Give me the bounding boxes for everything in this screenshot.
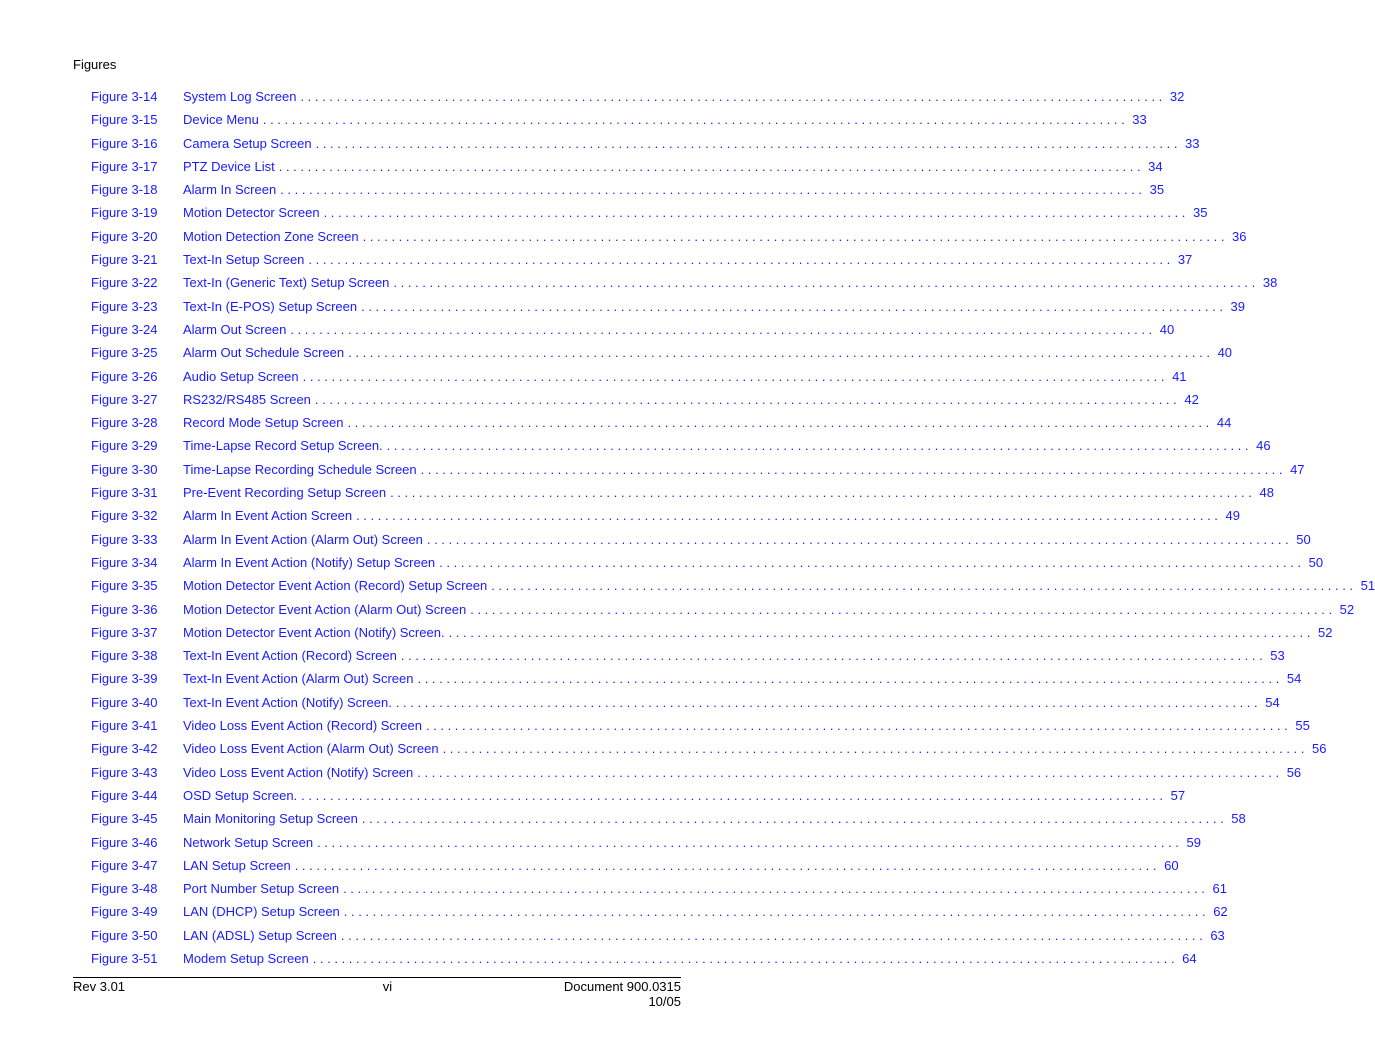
figure-page-number: 57 [1170, 787, 1186, 803]
figure-entry[interactable] [91, 485, 1274, 508]
dot-leader: ........................................................................................................................ [278, 158, 1145, 174]
figure-number: Figure 3-38 [91, 648, 158, 664]
figure-page-number: 63 [1210, 927, 1225, 943]
dot-leader: ........................................................................................................................ [439, 554, 1305, 570]
dot-leader: ........................................................................................................................ [448, 624, 1314, 640]
figure-entry[interactable] [91, 904, 1228, 927]
figure-page-number: 64 [1182, 950, 1197, 966]
figure-title: Motion Detector Event Action (Notify) Screen. [183, 624, 445, 640]
dot-leader: ........................................................................................................................ [262, 112, 1129, 128]
figure-number: Figure 3-46 [91, 834, 158, 850]
dot-leader: ........................................................................................................................ [300, 89, 1166, 104]
figure-number: Figure 3-44 [91, 787, 158, 803]
dot-leader: ........................................................................................................................ [442, 741, 1308, 757]
figure-page-number: 49 [1225, 508, 1240, 524]
figure-page-number: 50 [1308, 554, 1324, 570]
dot-leader: ........................................................................................................................ [347, 415, 1213, 431]
dot-leader: ........................................................................................................................ [290, 321, 1156, 337]
figure-entry[interactable] [91, 881, 1227, 904]
figure-title: Port Number Setup Screen [183, 881, 340, 897]
figure-title: RS232/RS485 Screen [183, 391, 311, 407]
figure-title: Alarm In Screen [183, 182, 277, 198]
figure-entry[interactable] [91, 205, 1208, 228]
figure-number: Figure 3-37 [91, 624, 158, 640]
dot-leader: ........................................................................................................................ [390, 485, 1256, 501]
figure-number: Figure 3-34 [91, 554, 158, 570]
figure-number: Figure 3-31 [91, 485, 158, 501]
figure-number: Figure 3-21 [91, 252, 158, 268]
dot-leader: ........................................................................................................................ [317, 834, 1183, 850]
figure-number: Figure 3-43 [91, 764, 158, 780]
figure-entry[interactable] [91, 275, 1278, 298]
figure-title: LAN (ADSL) Setup Screen [183, 927, 337, 943]
figure-page-number: 35 [1193, 205, 1208, 221]
figure-entry[interactable] [91, 857, 1179, 881]
dot-leader: ........................................................................................................................ [301, 787, 1167, 803]
dot-leader: ........................................................................................................................ [425, 718, 1292, 734]
figure-title: Text-In Event Action (Alarm Out) Screen [183, 671, 414, 687]
figure-page-number: 40 [1217, 345, 1233, 361]
figure-title: Alarm In Event Action (Notify) Setup Screen [183, 554, 436, 570]
figure-number: Figure 3-42 [91, 741, 158, 757]
dot-leader: ........................................................................................................................ [362, 228, 1229, 244]
figure-entry[interactable] [91, 694, 1280, 718]
dot-leader: ........................................................................................................................ [393, 275, 1259, 291]
dot-leader: ........................................................................................................................ [491, 578, 1357, 594]
figure-title: Network Setup Screen [183, 834, 314, 850]
figure-page-number: 54 [1265, 694, 1280, 710]
figure-number: Figure 3-39 [91, 671, 158, 687]
figure-title: Alarm Out Schedule Screen [183, 345, 345, 361]
figure-entry[interactable] [91, 252, 1193, 275]
figure-entry[interactable] [91, 834, 1201, 858]
figure-title: Pre-Event Recording Setup Screen [183, 485, 387, 501]
figure-page-number: 56 [1311, 741, 1327, 757]
dot-leader: ........................................................................................................................ [323, 205, 1189, 221]
dot-leader: ........................................................................................................................ [361, 298, 1227, 314]
figure-entry[interactable] [91, 321, 1175, 345]
dot-leader: ........................................................................................................................ [314, 391, 1181, 407]
figure-title: Video Loss Event Action (Alarm Out) Screen [183, 741, 439, 757]
figure-entry[interactable] [91, 601, 1355, 625]
footer-revision: Rev 3.01 [73, 979, 126, 994]
figure-entry[interactable] [91, 391, 1199, 415]
footer-divider [73, 977, 681, 978]
dot-leader: ........................................................................................................................ [340, 927, 1207, 943]
figure-number: Figure 3-49 [91, 904, 158, 920]
figure-entry[interactable] [91, 298, 1246, 322]
dot-leader: ........................................................................................................................ [356, 508, 1222, 524]
figure-title: LAN Setup Screen [183, 857, 291, 873]
footer-date: 10/05 [648, 994, 681, 1009]
figure-number: Figure 3-19 [91, 205, 158, 221]
figure-title: Time-Lapse Record Setup Screen. [183, 438, 383, 454]
figure-title: Text-In Event Action (Record) Screen [183, 648, 397, 664]
figure-page-number: 62 [1213, 904, 1228, 920]
figure-page-number: 54 [1286, 671, 1302, 687]
figure-page-number: 56 [1286, 764, 1302, 780]
figure-number: Figure 3-41 [91, 718, 158, 734]
section-title: Figures [73, 57, 117, 72]
figure-number: Figure 3-18 [91, 182, 158, 198]
figure-page-number: 50 [1296, 531, 1311, 547]
figure-number: Figure 3-45 [91, 811, 158, 827]
figure-entry[interactable] [91, 927, 1225, 951]
figure-entry[interactable] [91, 578, 1375, 601]
figure-title: Camera Setup Screen [183, 135, 312, 151]
figure-entry[interactable] [91, 112, 1147, 135]
figure-number: Figure 3-20 [91, 228, 158, 244]
figure-title: Motion Detection Zone Screen [183, 228, 359, 244]
figure-title: Main Monitoring Setup Screen [183, 811, 358, 827]
figure-entry[interactable] [91, 182, 1165, 205]
figure-page-number: 35 [1149, 182, 1165, 198]
figure-entry[interactable] [91, 135, 1200, 159]
figure-title: Record Mode Setup Screen [183, 415, 344, 431]
dot-leader: ........................................................................................................................ [312, 950, 1179, 966]
figure-page-number: 47 [1290, 461, 1305, 477]
dot-leader: ........................................................................................................................ [395, 694, 1262, 710]
figure-entry[interactable] [91, 671, 1302, 694]
figure-page-number: 33 [1185, 135, 1200, 151]
dot-leader: ........................................................................................................................ [470, 601, 1336, 617]
figure-number: Figure 3-33 [91, 531, 158, 547]
figure-entry[interactable] [91, 764, 1302, 788]
figure-page-number: 48 [1259, 485, 1274, 501]
figure-page-number: 46 [1256, 438, 1271, 454]
figure-number: Figure 3-22 [91, 275, 158, 291]
figure-number: Figure 3-35 [91, 578, 158, 594]
figure-title: Alarm In Event Action Screen [183, 508, 353, 524]
figure-entry[interactable] [91, 787, 1186, 811]
figure-page-number: 38 [1262, 275, 1278, 291]
dot-leader: ........................................................................................................................ [308, 252, 1174, 268]
figure-entry[interactable] [91, 531, 1311, 555]
figure-title: System Log Screen [183, 89, 297, 104]
figure-entry[interactable] [91, 228, 1247, 252]
figure-page-number: 39 [1230, 298, 1246, 314]
dot-leader: ........................................................................................................................ [302, 368, 1169, 384]
footer-page-number: vi [382, 979, 393, 994]
figure-page-number: 32 [1169, 89, 1185, 104]
dot-leader: ........................................................................................................................ [361, 811, 1228, 827]
figure-title: Audio Setup Screen [183, 368, 299, 384]
figure-entry[interactable] [91, 508, 1240, 531]
figure-title: PTZ Device List [183, 158, 275, 174]
figure-entry[interactable] [91, 811, 1246, 834]
footer-document-info [564, 979, 681, 1009]
figure-page-number: 59 [1186, 834, 1201, 850]
dot-leader: ........................................................................................................................ [294, 857, 1161, 873]
figure-title: OSD Setup Screen. [183, 787, 298, 803]
figure-title: Motion Detector Screen [183, 205, 320, 221]
figure-title: Alarm In Event Action (Alarm Out) Screen [183, 531, 423, 547]
figure-entry[interactable] [91, 368, 1187, 392]
figure-entry[interactable] [91, 554, 1324, 578]
figure-page-number: 61 [1212, 881, 1227, 897]
figure-title: Alarm Out Screen [183, 321, 287, 337]
dot-leader: ........................................................................................................................ [426, 531, 1293, 547]
figure-title: Device Menu [183, 112, 259, 128]
figure-entry[interactable] [91, 345, 1233, 368]
figure-entry[interactable] [91, 741, 1327, 764]
figure-page-number: 44 [1216, 415, 1232, 431]
figure-page-number: 52 [1317, 624, 1333, 640]
figure-title: Time-Lapse Recording Schedule Screen [183, 461, 417, 477]
figure-number: Figure 3-29 [91, 438, 158, 454]
figure-page-number: 36 [1232, 228, 1247, 244]
dot-leader: ........................................................................................................................ [280, 182, 1146, 198]
figure-page-number: 55 [1295, 718, 1310, 734]
figure-number: Figure 3-25 [91, 345, 158, 361]
dot-leader: ........................................................................................................................ [315, 135, 1182, 151]
figure-number: Figure 3-23 [91, 298, 158, 314]
dot-leader: ........................................................................................................................ [420, 461, 1287, 477]
footer-document-number: Document 900.0315 [563, 979, 681, 994]
figure-entry[interactable] [91, 461, 1305, 485]
figure-page-number: 37 [1177, 252, 1193, 268]
figure-page-number: 40 [1159, 321, 1175, 337]
figure-page-number: 60 [1164, 857, 1179, 873]
figure-entry[interactable] [91, 718, 1310, 741]
figure-page-number: 52 [1339, 601, 1355, 617]
figure-number: Figure 3-51 [91, 950, 158, 966]
figure-number: Figure 3-15 [91, 112, 158, 128]
figure-number: Figure 3-40 [91, 694, 158, 710]
figure-title: Text-In Setup Screen [183, 252, 305, 268]
figure-page-number: 58 [1231, 811, 1246, 827]
figure-number: Figure 3-48 [91, 881, 158, 897]
figure-page-number: 53 [1270, 648, 1285, 664]
figure-title: Motion Detector Event Action (Record) Setup Screen [183, 578, 488, 594]
figure-page-number: 34 [1148, 158, 1163, 174]
figure-entry[interactable] [91, 415, 1232, 438]
figure-title: Video Loss Event Action (Record) Screen [183, 718, 422, 734]
figure-entry[interactable] [91, 438, 1271, 461]
figure-number: Figure 3-14 [91, 89, 158, 104]
dot-leader: ........................................................................................................................ [343, 881, 1209, 897]
dot-leader: ........................................................................................................................ [400, 648, 1267, 664]
list-of-figures [91, 89, 1375, 974]
figure-entry[interactable] [91, 89, 1185, 112]
figure-page-number: 33 [1132, 112, 1147, 128]
figure-title: LAN (DHCP) Setup Screen [183, 904, 340, 920]
figure-number: Figure 3-16 [91, 135, 158, 151]
figure-entry[interactable] [91, 950, 1197, 974]
figure-number: Figure 3-47 [91, 857, 158, 873]
figure-title: Text-In (Generic Text) Setup Screen [183, 275, 390, 291]
dot-leader: ........................................................................................................................ [417, 671, 1283, 687]
figure-title: Modem Setup Screen [183, 950, 309, 966]
figure-entry[interactable] [91, 158, 1163, 182]
figure-number: Figure 3-26 [91, 368, 158, 384]
figure-entry[interactable] [91, 648, 1285, 671]
figure-page-number: 51 [1360, 578, 1375, 594]
figure-title: Video Loss Event Action (Notify) Screen [183, 764, 414, 780]
dot-leader: ........................................................................................................................ [343, 904, 1210, 920]
dot-leader: ........................................................................................................................ [348, 345, 1214, 361]
figure-title: Text-In (E-POS) Setup Screen [183, 298, 358, 314]
figure-number: Figure 3-50 [91, 927, 158, 943]
figure-number: Figure 3-24 [91, 321, 158, 337]
figure-page-number: 42 [1184, 391, 1199, 407]
figure-number: Figure 3-17 [91, 158, 158, 174]
figure-title: Motion Detector Event Action (Alarm Out) Screen [183, 601, 467, 617]
figure-entry[interactable] [91, 624, 1333, 648]
figure-title: Text-In Event Action (Notify) Screen. [183, 694, 392, 710]
figure-number: Figure 3-36 [91, 601, 158, 617]
figure-number: Figure 3-27 [91, 391, 158, 407]
dot-leader: ........................................................................................................................ [386, 438, 1253, 454]
figure-page-number: 41 [1172, 368, 1187, 384]
dot-leader: ........................................................................................................................ [417, 764, 1283, 780]
figure-number: Figure 3-28 [91, 415, 158, 431]
figure-number: Figure 3-32 [91, 508, 158, 524]
figure-number: Figure 3-30 [91, 461, 158, 477]
